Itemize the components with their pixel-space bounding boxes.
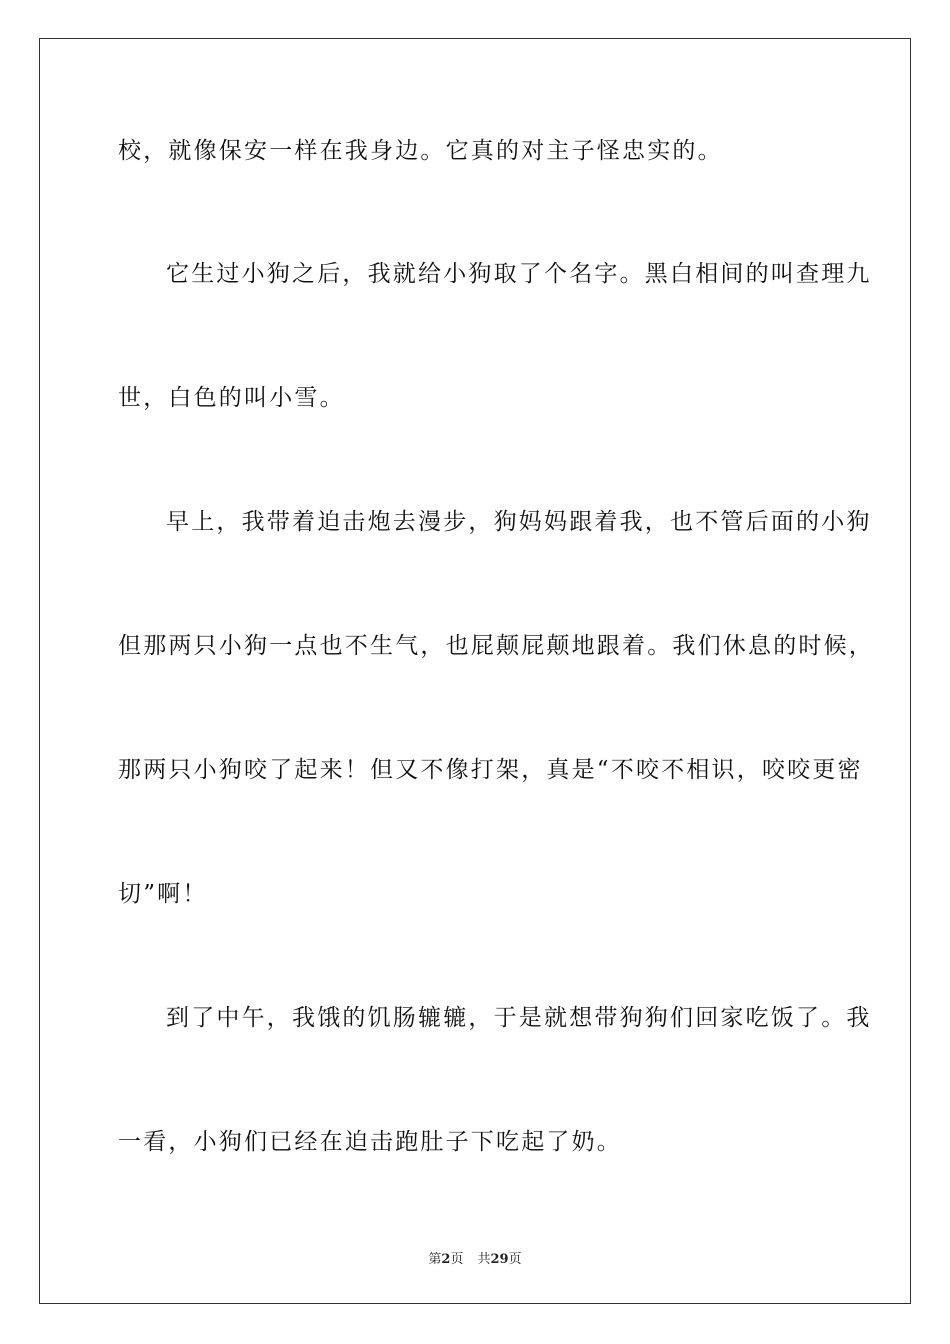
text-line-1: 校，就像保安一样在我身边。它真的对主子怪忠实的。 [118,138,723,164]
text-line-2: 它生过小狗之后，我就给小狗取了个名字。黑白相间的叫查理九 [166,261,872,287]
text-line-5: 但那两只小狗一点也不生气，也屁颠屁颠地跟着。我们休息的时候， [118,633,874,659]
page-prefix: 第 [428,1252,442,1267]
page-border [39,38,911,1304]
text-line-3: 世，白色的叫小雪。 [118,385,345,411]
page-suffix: 页 [450,1252,464,1267]
page-number: 2 [441,1252,451,1267]
text-line-9: 一看，小狗们已经在迫击跑肚子下吃起了奶。 [118,1129,622,1155]
total-suffix: 页 [508,1252,522,1267]
page-footer [0,1248,950,1267]
text-line-4: 早上，我带着迫击炮去漫步，狗妈妈跟着我，也不管后面的小狗 [166,509,872,535]
text-line-6: 那两只小狗咬了起来！但又不像打架，真是“不咬不相识，咬咬更密 [118,757,863,783]
total-prefix: 共 [477,1252,491,1267]
total-pages: 29 [490,1252,509,1267]
text-line-7: 切”啊！ [118,881,208,907]
text-line-8: 到了中午，我饿的饥肠辘辘，于是就想带狗狗们回家吃饭了。我 [166,1005,872,1031]
